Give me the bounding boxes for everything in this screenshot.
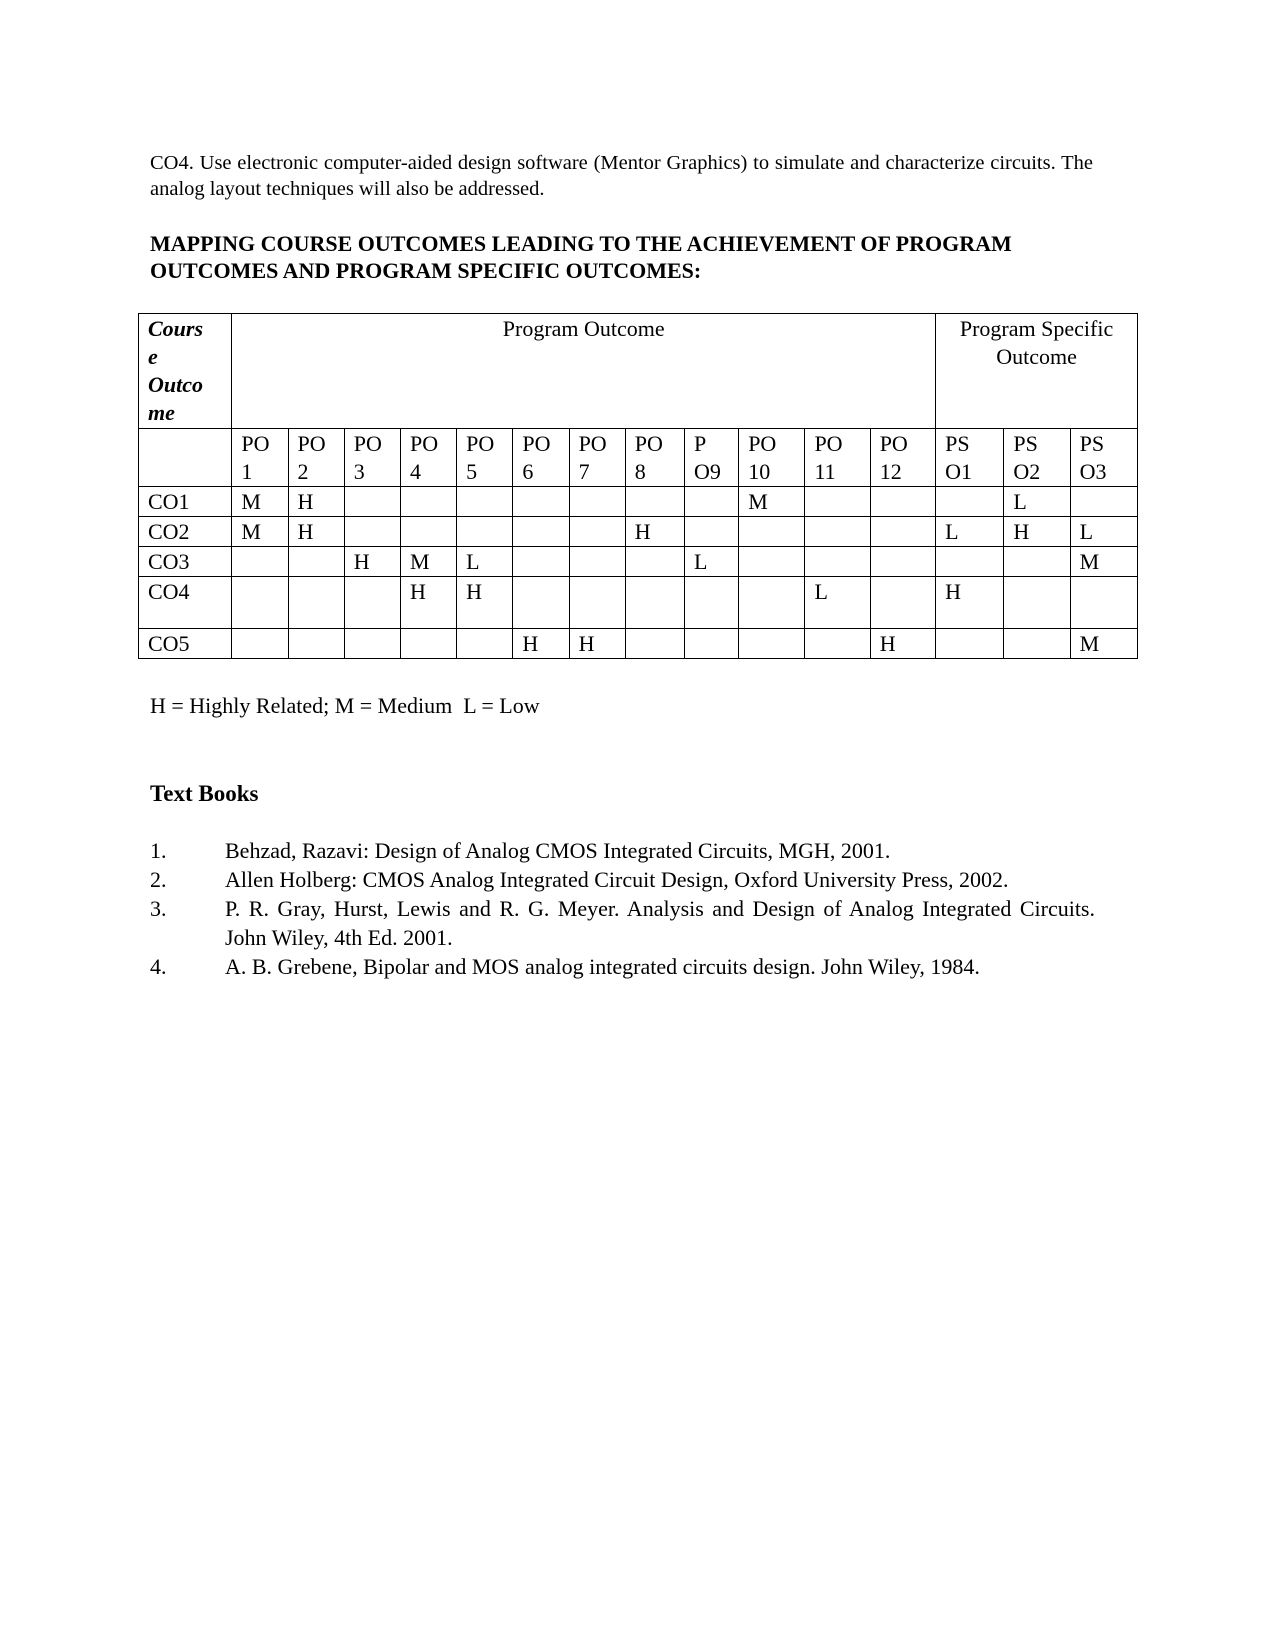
course-outcome-label: CO4 <box>139 577 232 629</box>
mapping-cell: H <box>936 577 1004 629</box>
mapping-cell <box>569 487 625 517</box>
mapping-cell <box>1004 547 1070 577</box>
mapping-cell <box>739 577 805 629</box>
mapping-cell <box>936 487 1004 517</box>
column-header: PO 8 <box>625 429 684 487</box>
table-row <box>139 517 1138 547</box>
mapping-cell: H <box>569 629 625 659</box>
column-header: PO 6 <box>513 429 569 487</box>
table-group-header-row <box>139 314 1138 429</box>
text-book-item <box>150 952 1095 981</box>
column-header: PO 4 <box>400 429 456 487</box>
mapping-cell: L <box>457 547 513 577</box>
text-books-list <box>150 836 1095 981</box>
mapping-cell: H <box>625 517 684 547</box>
mapping-cell <box>232 629 288 659</box>
co-po-mapping-table <box>138 313 1138 659</box>
mapping-cell <box>457 487 513 517</box>
course-outcome-label: CO3 <box>139 547 232 577</box>
mapping-cell <box>684 487 738 517</box>
mapping-heading-line2: OUTCOMES AND PROGRAM SPECIFIC OUTCOMES: <box>150 258 702 283</box>
text-book-citation: Behzad, Razavi: Design of Analog CMOS Integrated Circuits, MGH, 2001. <box>225 838 891 863</box>
mapping-cell <box>457 629 513 659</box>
mapping-cell <box>232 577 288 629</box>
mapping-cell: L <box>1070 517 1137 547</box>
column-header: PS O3 <box>1070 429 1137 487</box>
mapping-cell <box>344 629 400 659</box>
mapping-cell <box>684 517 738 547</box>
mapping-cell <box>569 547 625 577</box>
text-book-item <box>150 836 1095 865</box>
mapping-cell: H <box>288 517 344 547</box>
mapping-cell <box>344 487 400 517</box>
column-header: PO 1 <box>232 429 288 487</box>
mapping-cell <box>1004 629 1070 659</box>
mapping-cell <box>513 547 569 577</box>
mapping-cell: L <box>805 577 870 629</box>
table-row <box>139 487 1138 517</box>
column-header: PO 7 <box>569 429 625 487</box>
column-header: PO 2 <box>288 429 344 487</box>
column-header: PO 3 <box>344 429 400 487</box>
mapping-cell <box>684 577 738 629</box>
mapping-cell <box>625 629 684 659</box>
text-book-citation: P. R. Gray, Hurst, Lewis and R. G. Meyer. Analysis and Design of Analog Integrated Circuits. John Wiley, 4th Ed. 2001. <box>225 896 1095 950</box>
mapping-cell <box>513 487 569 517</box>
mapping-cell <box>684 629 738 659</box>
mapping-cell <box>870 517 935 547</box>
column-header: PO 10 <box>739 429 805 487</box>
program-outcome-header: Program Outcome <box>232 314 936 429</box>
mapping-cell <box>936 629 1004 659</box>
column-header: PO 11 <box>805 429 870 487</box>
mapping-cell <box>288 577 344 629</box>
mapping-cell <box>457 517 513 547</box>
text-book-item <box>150 894 1095 952</box>
mapping-cell <box>344 577 400 629</box>
text-book-number: 1. <box>150 838 167 863</box>
mapping-cell <box>344 517 400 547</box>
mapping-cell: M <box>1070 629 1137 659</box>
column-header: PO 5 <box>457 429 513 487</box>
mapping-cell <box>805 517 870 547</box>
course-outcome-header: Cours e Outco me <box>139 314 232 429</box>
mapping-cell: H <box>870 629 935 659</box>
mapping-heading <box>150 230 1093 284</box>
mapping-cell: M <box>232 487 288 517</box>
mapping-cell <box>288 629 344 659</box>
table-row <box>139 577 1138 629</box>
course-outcome-label: CO2 <box>139 517 232 547</box>
mapping-cell <box>870 487 935 517</box>
mapping-cell: M <box>400 547 456 577</box>
course-outcome-label: CO5 <box>139 629 232 659</box>
column-header: PO 12 <box>870 429 935 487</box>
mapping-cell: H <box>457 577 513 629</box>
mapping-cell <box>400 487 456 517</box>
column-header: P O9 <box>684 429 738 487</box>
mapping-cell <box>513 577 569 629</box>
mapping-cell <box>288 547 344 577</box>
mapping-cell: H <box>1004 517 1070 547</box>
empty-header-cell <box>139 429 232 487</box>
mapping-cell <box>400 517 456 547</box>
mapping-cell <box>739 547 805 577</box>
mapping-cell <box>805 629 870 659</box>
mapping-cell <box>400 629 456 659</box>
table-row <box>139 629 1138 659</box>
text-book-number: 4. <box>150 954 167 979</box>
mapping-cell: H <box>400 577 456 629</box>
table-row <box>139 547 1138 577</box>
legend: H = Highly Related; M = Medium L = Low <box>150 693 540 718</box>
text-book-number: 3. <box>150 896 167 921</box>
mapping-cell: H <box>288 487 344 517</box>
co4-description: CO4. Use electronic computer-aided design software (Mentor Graphics) to simulate and characterize circuits. The analog layout techniques will also be addressed. <box>150 152 1093 200</box>
mapping-cell: H <box>344 547 400 577</box>
text-books-heading: Text Books <box>150 781 259 806</box>
mapping-cell <box>625 547 684 577</box>
mapping-cell <box>569 517 625 547</box>
mapping-cell <box>625 577 684 629</box>
table-column-header-row <box>139 429 1138 487</box>
course-outcome-label: CO1 <box>139 487 232 517</box>
text-book-citation: Allen Holberg: CMOS Analog Integrated Circuit Design, Oxford University Press, 2002. <box>225 867 1009 892</box>
text-book-citation: A. B. Grebene, Bipolar and MOS analog integrated circuits design. John Wiley, 1984. <box>225 954 980 979</box>
mapping-cell: H <box>513 629 569 659</box>
mapping-cell: L <box>936 517 1004 547</box>
mapping-cell <box>569 577 625 629</box>
mapping-cell <box>625 487 684 517</box>
mapping-cell <box>513 517 569 547</box>
program-specific-outcome-header: Program Specific Outcome <box>936 314 1138 429</box>
mapping-cell <box>232 547 288 577</box>
column-header: PS O2 <box>1004 429 1070 487</box>
mapping-cell: L <box>1004 487 1070 517</box>
mapping-cell: L <box>684 547 738 577</box>
mapping-cell <box>1070 577 1137 629</box>
mapping-cell: M <box>1070 547 1137 577</box>
mapping-cell: M <box>232 517 288 547</box>
text-book-item <box>150 865 1095 894</box>
mapping-cell <box>936 547 1004 577</box>
mapping-cell <box>1070 487 1137 517</box>
text-book-number: 2. <box>150 867 167 892</box>
column-header: PS O1 <box>936 429 1004 487</box>
mapping-cell <box>805 487 870 517</box>
mapping-cell <box>870 547 935 577</box>
mapping-cell <box>805 547 870 577</box>
mapping-heading-line1: MAPPING COURSE OUTCOMES LEADING TO THE ACHIEVEMENT OF PROGRAM <box>150 231 1012 256</box>
mapping-cell <box>1004 577 1070 629</box>
mapping-cell <box>870 577 935 629</box>
mapping-cell <box>739 517 805 547</box>
mapping-cell <box>739 629 805 659</box>
mapping-cell: M <box>739 487 805 517</box>
